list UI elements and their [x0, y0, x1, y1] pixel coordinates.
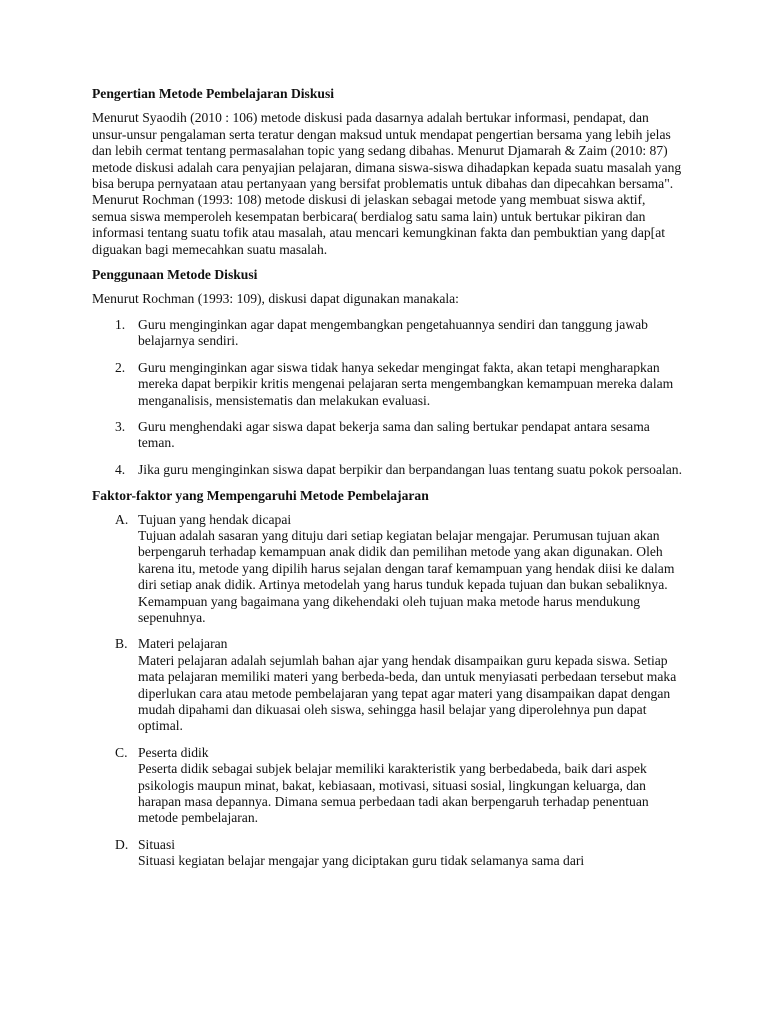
list-item — [92, 837, 682, 870]
list-item-heading: Materi pelajaran — [138, 636, 228, 652]
list-item — [92, 512, 682, 627]
list-item-heading: Peserta didik — [138, 744, 209, 760]
list-item — [92, 636, 682, 734]
section-title-faktor: Faktor-faktor yang Mempengaruhi Metode Pembelajaran — [92, 488, 429, 504]
document-page — [92, 86, 682, 880]
list-marker: 2. — [115, 359, 126, 375]
section-title-pengertian: Pengertian Metode Pembelajaran Diskusi — [92, 86, 335, 101]
list-marker: 1. — [115, 316, 126, 332]
list-item-text: Guru menghendaki agar siswa dapat bekerja sama dan saling bertukar pendapat antara sesama teman. — [138, 418, 650, 451]
paragraph-pengertian: Menurut Syaodih (2010 : 106) metode diskusi pada dasarnya adalah bertukar informasi, pendapat, dan unsur-unsur pengalaman serta teratur dengan maksud untuk mendapat pengertian bersama yang lebih jelas dan lebih cermat tentang permasalahan topic yang sedang dibahas. Menurut Djamarah & Zaim (2010: 87) metode diskusi adalah cara penyajian pelajaran, dimana siswa-siswa dihadapkan kepada suatu masalah yang bisa berupa pernyataan atau pertanyaan yang bersifat problematis untuk dibahas dan dipecahkan bersama". Menurut Rochman (1993: 108) metode diskusi di jelaskan sebagai metode yang membuat siswa aktif, semua siswa memperoleh kesempatan berbicara( berdialog satu sama lain) untuk bertukar pikiran dan informasi tentang suatu tofik atau masalah, atau mencari kemungkinan fakta dan pembuktian yang dap[at diguakan bagi memecahkan suatu masalah. — [92, 110, 682, 257]
list-marker: B. — [115, 636, 128, 652]
list-item — [92, 360, 682, 409]
list-marker: D. — [115, 836, 129, 852]
list-item-text: Guru menginginkan agar siswa tidak hanya sekedar mengingat fakta, akan tetapi mengharapkan mereka dapat berpikir kritis mengenai pelajaran serta mengembangkan kemampuan mereka dalam menganalisis, mensistematis dan melakukan evaluasi. — [138, 359, 674, 408]
list-item-text: Peserta didik sebagai subjek belajar memiliki karakteristik yang berbedabeda, baik dari aspek psikologis maupun minat, bakat, kebiasaan, motivasi, situasi sosial, lingkungan keluarga, dan harapan masa depannya. Dimana semua perbedaan tadi akan berpengaruh terhadap penentuan metode pembelajaran. — [138, 761, 649, 826]
list-marker: 4. — [115, 461, 126, 477]
list-item-text: Jika guru menginginkan siswa dapat berpikir dan berpandangan luas tentang suatu pokok persoalan. — [138, 461, 682, 477]
list-marker: A. — [115, 511, 129, 527]
section-title-penggunaan: Penggunaan Metode Diskusi — [92, 267, 258, 283]
list-item-heading: Tujuan yang hendak dicapai — [138, 511, 292, 527]
list-item-text: Tujuan adalah sasaran yang dituju dari setiap kegiatan belajar mengajar. Perumusan tujuan akan berpengaruh terhadap kemampuan anak didik dan pemilihan metode yang akan digunakan. Oleh karena itu, metode yang dipilih harus sejalan dengan taraf kemampuan yang hendak diisi ke dalam diri setiap anak didik. Artinya metodelah yang harus tunduk kepada tujuan dan bukan sebaliknya. Kemampuan yang bagaimana yang dikehendaki oleh tujuan maka metode harus mendukung sepenuhnya. — [138, 527, 675, 625]
list-item-text: Materi pelajaran adalah sejumlah bahan ajar yang hendak disampaikan guru kepada siswa. Setiap mata pelajaran memiliki materi yang berbeda-beda, dan untuk menyiasati perbedaan tersebut maka diperlukan cara atau metode pembelajaran yang tepat agar materi yang disampaikan dapat dengan mudah dipahami dan dikuasai oleh siswa, sehingga hasil belajar yang diperolehnya pun dapat optimal. — [138, 652, 677, 734]
list-item — [92, 419, 682, 452]
list-item-text: Guru menginginkan agar dapat mengembangkan pengetahuannya sendiri dan tanggung jawab belajarnya sendiri. — [138, 316, 648, 349]
list-item — [92, 462, 682, 478]
list-marker: C. — [115, 744, 128, 760]
numbered-list-penggunaan — [92, 317, 682, 478]
list-item — [92, 745, 682, 827]
lettered-list-faktor — [92, 512, 682, 870]
list-marker: 3. — [115, 418, 126, 434]
list-item-heading: Situasi — [138, 836, 176, 852]
list-item — [92, 317, 682, 350]
list-item-text: Situasi kegiatan belajar mengajar yang diciptakan guru tidak selamanya sama dari — [138, 853, 585, 869]
paragraph-penggunaan-intro: Menurut Rochman (1993: 109), diskusi dapat digunakan manakala: — [92, 291, 459, 307]
